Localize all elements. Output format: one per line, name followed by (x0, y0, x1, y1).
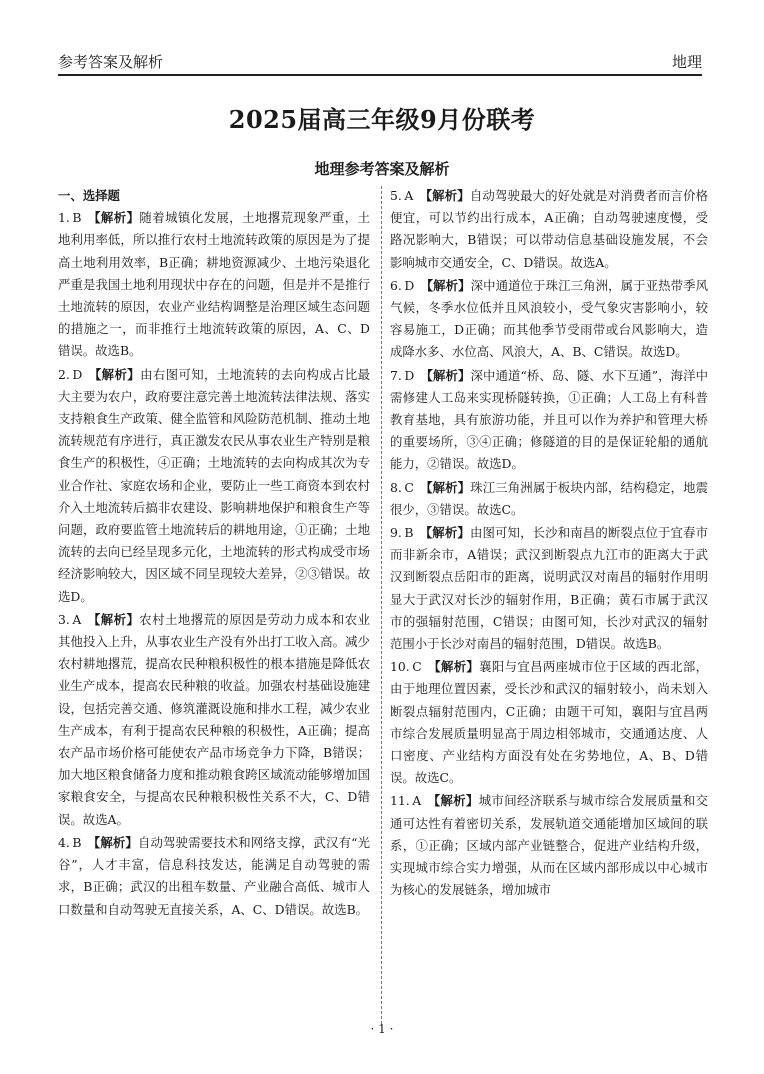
analysis-text: 随着城镇化发展，土地撂荒现象严重，土地利用率低，所以推行农村土地流转政策的原因是为了提高土地利用效率，B正确；耕地资源减少、土地污染退化严重是我国土地利用现状中存在的问题，但是并不是推行土地流转的原因，农业产业结构调整是治理区域生态问题的措施之一，而非推行土地流转政策的原因，A、C、D错误。故选B。 (58, 210, 371, 359)
answer-item (390, 790, 708, 901)
page-number: · 1 · (370, 1022, 394, 1036)
answer-item (58, 207, 370, 362)
column-divider (381, 186, 382, 1024)
analysis-text: 深中通道位于珠江三角洲，属于亚热带季风气候，冬季水位低并且风浪较小，受气象灾害影响小，较容易施工，D正确；而其他季节受雨带或台风影响大，造成降水多、水位高、风浪大，A、B、C错误。故选D。 (390, 277, 709, 360)
question-number: 6. (390, 277, 402, 293)
analysis-tag: 【解析】 (88, 366, 141, 382)
answer-letter: A (412, 793, 422, 809)
question-number: 5. (390, 188, 402, 203)
answer-letter: D (72, 366, 83, 382)
question-number: 3. (58, 611, 70, 627)
analysis-tag: 【解析】 (419, 525, 470, 541)
question-number: 4. (58, 834, 70, 850)
analysis-tag: 【解析】 (427, 793, 479, 809)
answer-letter: B (72, 210, 82, 226)
right-column (390, 185, 708, 903)
answer-item (58, 364, 370, 608)
analysis-tag: 【解析】 (427, 659, 480, 675)
left-answer-list (58, 207, 370, 921)
analysis-text: 由图可知，长沙和南昌的断裂点位于宜春市而非新余市，A错误；武汉到断裂点九江市的距离大于武汉到断裂点岳阳市的距离，说明武汉对南昌的辐射作用明显大于武汉对长沙的辐射作用，B正确；黄石市属于武汉市的强辐射范围，C错误；由图可知，长沙对武汉的辐射范围小于长沙对南昌的辐射范围，D错误。故选B。 (390, 525, 709, 652)
question-number: 7. (390, 367, 402, 383)
answer-item (390, 656, 708, 789)
header-subject-label: 地理 (671, 53, 702, 71)
question-number: 1. (58, 210, 70, 226)
analysis-text: 自动驾驶需要技术和网络支撑，武汉有“光谷”，人才丰富，信息科技发达，能满足自动驾驶的需求，B正确；武汉的出租车数量、产业融合高低、城市人口数量和自动驾驶无直接关系，A、C、D错误。故选B。 (58, 834, 370, 917)
question-number: 10. (390, 659, 410, 675)
header-left-label: 参考答案及解析 (58, 53, 164, 71)
answer-letter: B (404, 525, 414, 541)
answer-item (390, 185, 708, 274)
analysis-text: 珠江三角洲属于板块内部，结构稳定，地震很少，③错误。故选C。 (390, 479, 709, 517)
question-number: 9. (390, 525, 402, 541)
analysis-tag: 【解析】 (420, 277, 471, 293)
answer-letter: A (404, 188, 414, 203)
answer-item (390, 365, 708, 476)
question-number: 8. (390, 479, 402, 495)
right-answer-list (390, 185, 708, 902)
analysis-text: 农村土地撂荒的原因是劳动力成本和农业其他投入上升，从事农业生产没有外出打工收入高。减少农村耕地撂荒，提高农民种粮积极性的根本措施是降低农业生产成本，提高农民种粮的收益。加强农村基础设施建设，包括完善交通、修筑灌溉设施和排水工程，减少农业生产成本，有利于提高农民种粮的积极性，A正确；提高农产品市场价格可能使农产品市场竞争力下降，B错误；加大地区粮食储备力度和推动粮食跨区域流动能够增加国家粮食安全，与提高农民种粮积极性关系不大，C、D错误。故选A。 (58, 611, 371, 827)
page-header (58, 44, 702, 76)
analysis-text: 自动驾驶最大的好处就是对消费者而言价格便宜，可以节约出行成本，A正确；自动驾驶速度慢，受路况影响大，B错误；可以带动信息基础设施发展，不会影响城市交通安全，C、D错误。故选A。 (390, 188, 709, 270)
page-title: 2025届高三年级9月份联考 (228, 105, 536, 134)
section-label: 一、选择题 (58, 188, 120, 203)
analysis-tag: 【解析】 (419, 188, 470, 203)
answer-item (390, 522, 708, 655)
answer-letter: D (404, 367, 415, 383)
answer-letter: A (72, 611, 82, 627)
answer-letter: D (404, 277, 415, 293)
answer-letter: C (404, 479, 414, 495)
answer-item (58, 609, 370, 831)
analysis-text: 由右图可知，土地流转的去向构成占比最大主要为农户，政府要注意完善土地流转法律法规、落实支持粮食生产政策、健全监管和风险防范机制、推动土地流转规范有序进行，真正激发农民从事农业生产特别是粮食生产的积极性，④正确；土地流转的去向构成其次为专业合作社、家庭农场和企业，要防止一些工商资本到农村介入土地流转后搞非农建设、影响耕地保护和粮食生产等问题，政府要监管土地流转后的耕地用途，①正确；土地流转的去向已经呈现多元化，土地流转的形式构成受市场经济影响较大，因区域不同呈现较大差异，②③错误。故选D。 (58, 366, 371, 604)
analysis-tag: 【解析】 (420, 367, 471, 383)
analysis-tag: 【解析】 (87, 611, 140, 627)
analysis-tag: 【解析】 (87, 834, 138, 850)
answer-letter: C (412, 659, 422, 675)
analysis-text: 襄阳与宜昌两座城市位于区域的西北部，由于地理位置因素，受长沙和武汉的辐射较小，尚未划入断裂点辐射范围内，C正确；由题干可知，襄阳与宜昌两市综合发展质量明显高于周边相邻城市，交通通达度、人口密度、产业结构方面没有处在劣势地位，A、B、D错误。故选C。 (390, 659, 709, 786)
analysis-tag: 【解析】 (87, 210, 140, 226)
page-subtitle: 地理参考答案及解析 (314, 160, 450, 178)
question-number: 11. (390, 793, 410, 809)
answer-item (390, 275, 708, 364)
analysis-tag: 【解析】 (420, 479, 471, 495)
answer-letter: B (72, 834, 82, 850)
answer-item (390, 477, 708, 521)
answer-item (58, 832, 370, 921)
left-column (58, 185, 370, 922)
question-number: 2. (58, 366, 70, 382)
analysis-text: 城市间经济联系与城市综合发展质量和交通可达性有着密切关系，发展轨道交通能增加区域间的联系，①正确；区域内部产业链整合，促进产业结构升级，实现城市综合实力增强，从而在区域内部形成以中心城市为核心的发展链条，增加城市 (390, 793, 709, 898)
analysis-text: 深中通道“桥、岛、隧、水下互通”，海洋中需修建人工岛来实现桥隧转换，①正确；人工岛上有科普教育基地，具有旅游功能，并且可以作为养护和管理大桥的重要场所，③④正确；修隧道的目的是保证轮船的通航能力，②错误。故选D。 (390, 367, 709, 472)
